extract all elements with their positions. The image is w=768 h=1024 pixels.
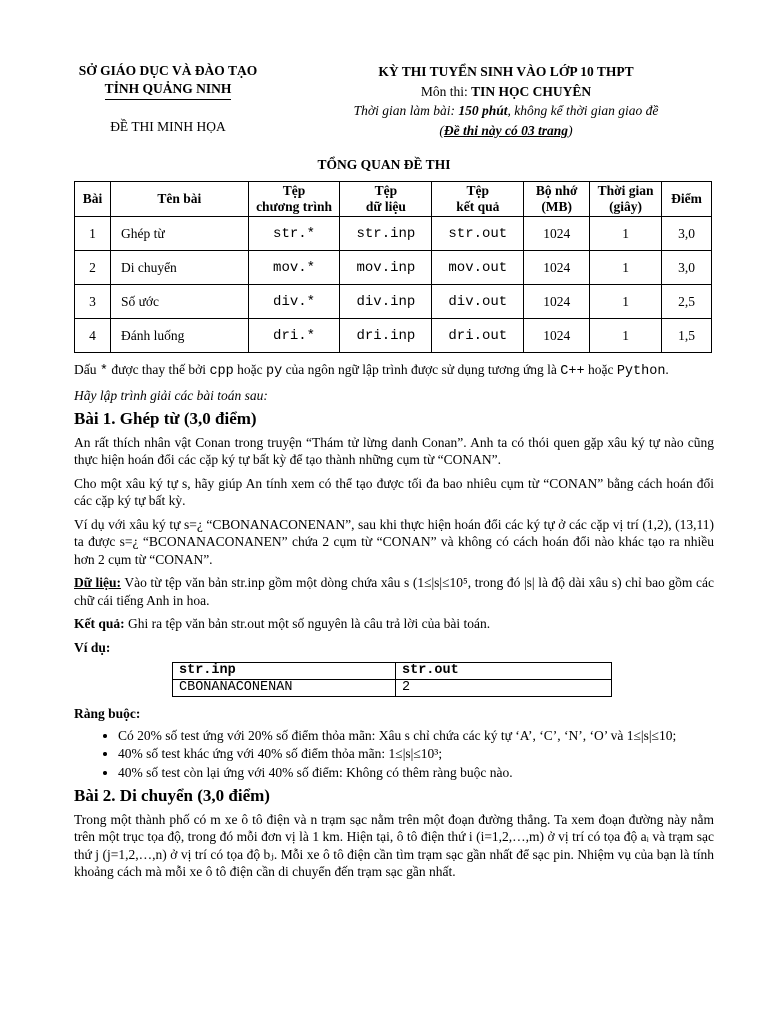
document-body [74,361,714,887]
overview-cell: 1,5 [662,319,712,353]
overview-header-cell: Điểm [662,182,712,217]
province-name: TỈNH QUẢNG NINH [105,80,232,100]
problem-1-input: Dữ liệu: Vào từ tệp văn bản str.inp gồm một dòng chứa xâu s (1≤|s|≤10⁵, trong đó |s| là độ dài xâu s) chỉ bao gồm các chữ cái tiếng Anh in hoa. [74,575,714,608]
overview-cell: mov.out [432,251,524,285]
example-header-input: str.inp [173,663,396,680]
problem-1-example-label: Ví dụ: [74,639,111,655]
problem-1-example-table [172,662,612,697]
overview-cell: Số ước [110,285,248,319]
overview-row [75,217,712,251]
overview-cell: div.inp [340,285,432,319]
language-note: Dấu * được thay thế bởi cpp hoặc py của ngôn ngữ lập trình được sử dụng tương ứng là C++ hoặc Python. [74,362,669,379]
constraint-item: • 40% số test khác ứng với 40% số điểm thỏa mãn: 1≤|s|≤10³; [118,745,714,763]
overview-header-cell: Tên bài [110,182,248,217]
problem-1-constraints-label: Ràng buộc: [74,706,141,721]
overview-row [75,251,712,285]
overview-cell: str.inp [340,217,432,251]
exam-pages: (Đề thi này có 03 trang) [439,122,573,138]
example-input-value: CBONANACONENAN [173,680,396,697]
overview-header-cell: Thời gian (giây) [590,182,662,217]
sample-exam-label: ĐỀ THI MINH HỌA [110,119,226,134]
overview-cell: 2,5 [662,285,712,319]
overview-cell: 1 [590,217,662,251]
constraint-item: • 40% số test còn lại ứng với 40% số điểm: Không có thêm ràng buộc nào. [118,764,714,782]
overview-row [75,319,712,353]
overview-cell: 1024 [524,217,590,251]
problem-2-intro: Trong một thành phố có m xe ô tô điện và n trạm sạc nằm trên một đoạn đường thẳng. Ta xem đoạn đường này nằm trên một trục tọa độ, trong đó mỗi đơn vị là 1 km. Hiện tại, ô tô điện thứ i (i=1,2,…,m) ở vị trí có tọa độ aᵢ và trạm sạc thứ j (j=1,2,…,n) ở vị trí có tọa độ bⱼ. Mỗi xe ô tô điện cần tìm trạm sạc gần nhất để sạc pin. Nhiệm vụ của bạn là tính khoảng cách mà mỗi xe ô tô điện cần di chuyển đến trạm sạc gần nhất. [74,811,714,879]
problem-2-title: Bài 2. Di chuyển (3,0 điểm) [74,786,270,805]
problem-1-title: Bài 1. Ghép từ (3,0 điểm) [74,409,257,428]
overview-cell: 1024 [524,319,590,353]
overview-cell: 1 [590,251,662,285]
overview-cell: dri.inp [340,319,432,353]
overview-cell: 3 [75,285,111,319]
overview-cell: 3,0 [662,217,712,251]
overview-cell: dri.* [248,319,340,353]
overview-cell: 3,0 [662,251,712,285]
department-name: SỞ GIÁO DỤC VÀ ĐÀO TẠO [78,63,258,78]
overview-header-cell: Bài [75,182,111,217]
overview-title: TỔNG QUAN ĐỀ THI [317,157,451,172]
overview-cell: Di chuyển [110,251,248,285]
overview-header-cell: Tệp kết quả [432,182,524,217]
problem-1-task: Cho một xâu ký tự s, hãy giúp An tính xem có thể tạo được tối đa bao nhiêu cụm từ “CONAN” bằng cách hoán đổi các cặp ký tự bất kỳ. [74,475,714,508]
overview-cell: div.out [432,285,524,319]
example-header-output: str.out [396,663,612,680]
overview-cell: str.* [248,217,340,251]
overview-cell: 4 [75,319,111,353]
constraint-item: • Có 20% số test ứng với 20% số điểm thỏa mãn: Xâu s chỉ chứa các ký tự ‘A’, ‘C’, ‘N’, ‘O’ và 1≤|s|≤10; [118,727,714,745]
problem-1-example-text: Ví dụ với xâu ký tự s=¿ “CBONANACONENAN”, sau khi thực hiện hoán đổi các ký tự ở các cặp vị trí (1,2), (13,11) ta được s=¿ “BCONANACONANEN” chứa 2 cụm từ “CONAN” và không có cách hoán đổi nào khác tạo ra nhiều hơn 2 cụm từ “CONAN”. [74,516,714,567]
overview-cell: 2 [75,251,111,285]
overview-cell: 1024 [524,285,590,319]
overview-row [75,285,712,319]
overview-header-cell: Tệp dữ liệu [340,182,432,217]
problem-1-intro: An rất thích nhân vật Conan trong truyện “Thám tử lừng danh Conan”. Anh ta có thói quen gặp xâu ký tự nào cũng thực hiện hoán đổi các cặp ký tự bất kỳ để tạo thành những cụm từ “CONAN”. [74,434,714,467]
problem-1-output: Kết quả: Ghi ra tệp văn bản str.out một số nguyên là câu trả lời của bài toán. [74,616,491,631]
overview-cell: div.* [248,285,340,319]
overview-header-cell: Bộ nhớ (MB) [524,182,590,217]
header-right [318,62,694,140]
overview-cell: str.out [432,217,524,251]
example-output-value: 2 [396,680,612,697]
overview-cell: 1024 [524,251,590,285]
overview-header-cell: Tệp chương trình [248,182,340,217]
overview-cell: mov.inp [340,251,432,285]
overview-cell: dri.out [432,319,524,353]
exam-title: KỲ THI TUYỂN SINH VÀO LỚP 10 THPT [378,64,634,79]
overview-cell: Ghép từ [110,217,248,251]
instruction-text: Hãy lập trình giải các bài toán sau: [74,387,268,403]
exam-time: Thời gian làm bài: 150 phút, không kể thời gian giao đề [353,103,659,118]
overview-cell: 1 [590,285,662,319]
problem-1-constraints-list [74,727,714,782]
overview-cell: mov.* [248,251,340,285]
overview-cell: 1 [590,319,662,353]
exam-subject: Môn thi: TIN HỌC CHUYÊN [420,83,592,99]
overview-cell: 1 [75,217,111,251]
header-left [50,62,286,136]
overview-table [74,181,712,353]
overview-cell: Đánh luống [110,319,248,353]
